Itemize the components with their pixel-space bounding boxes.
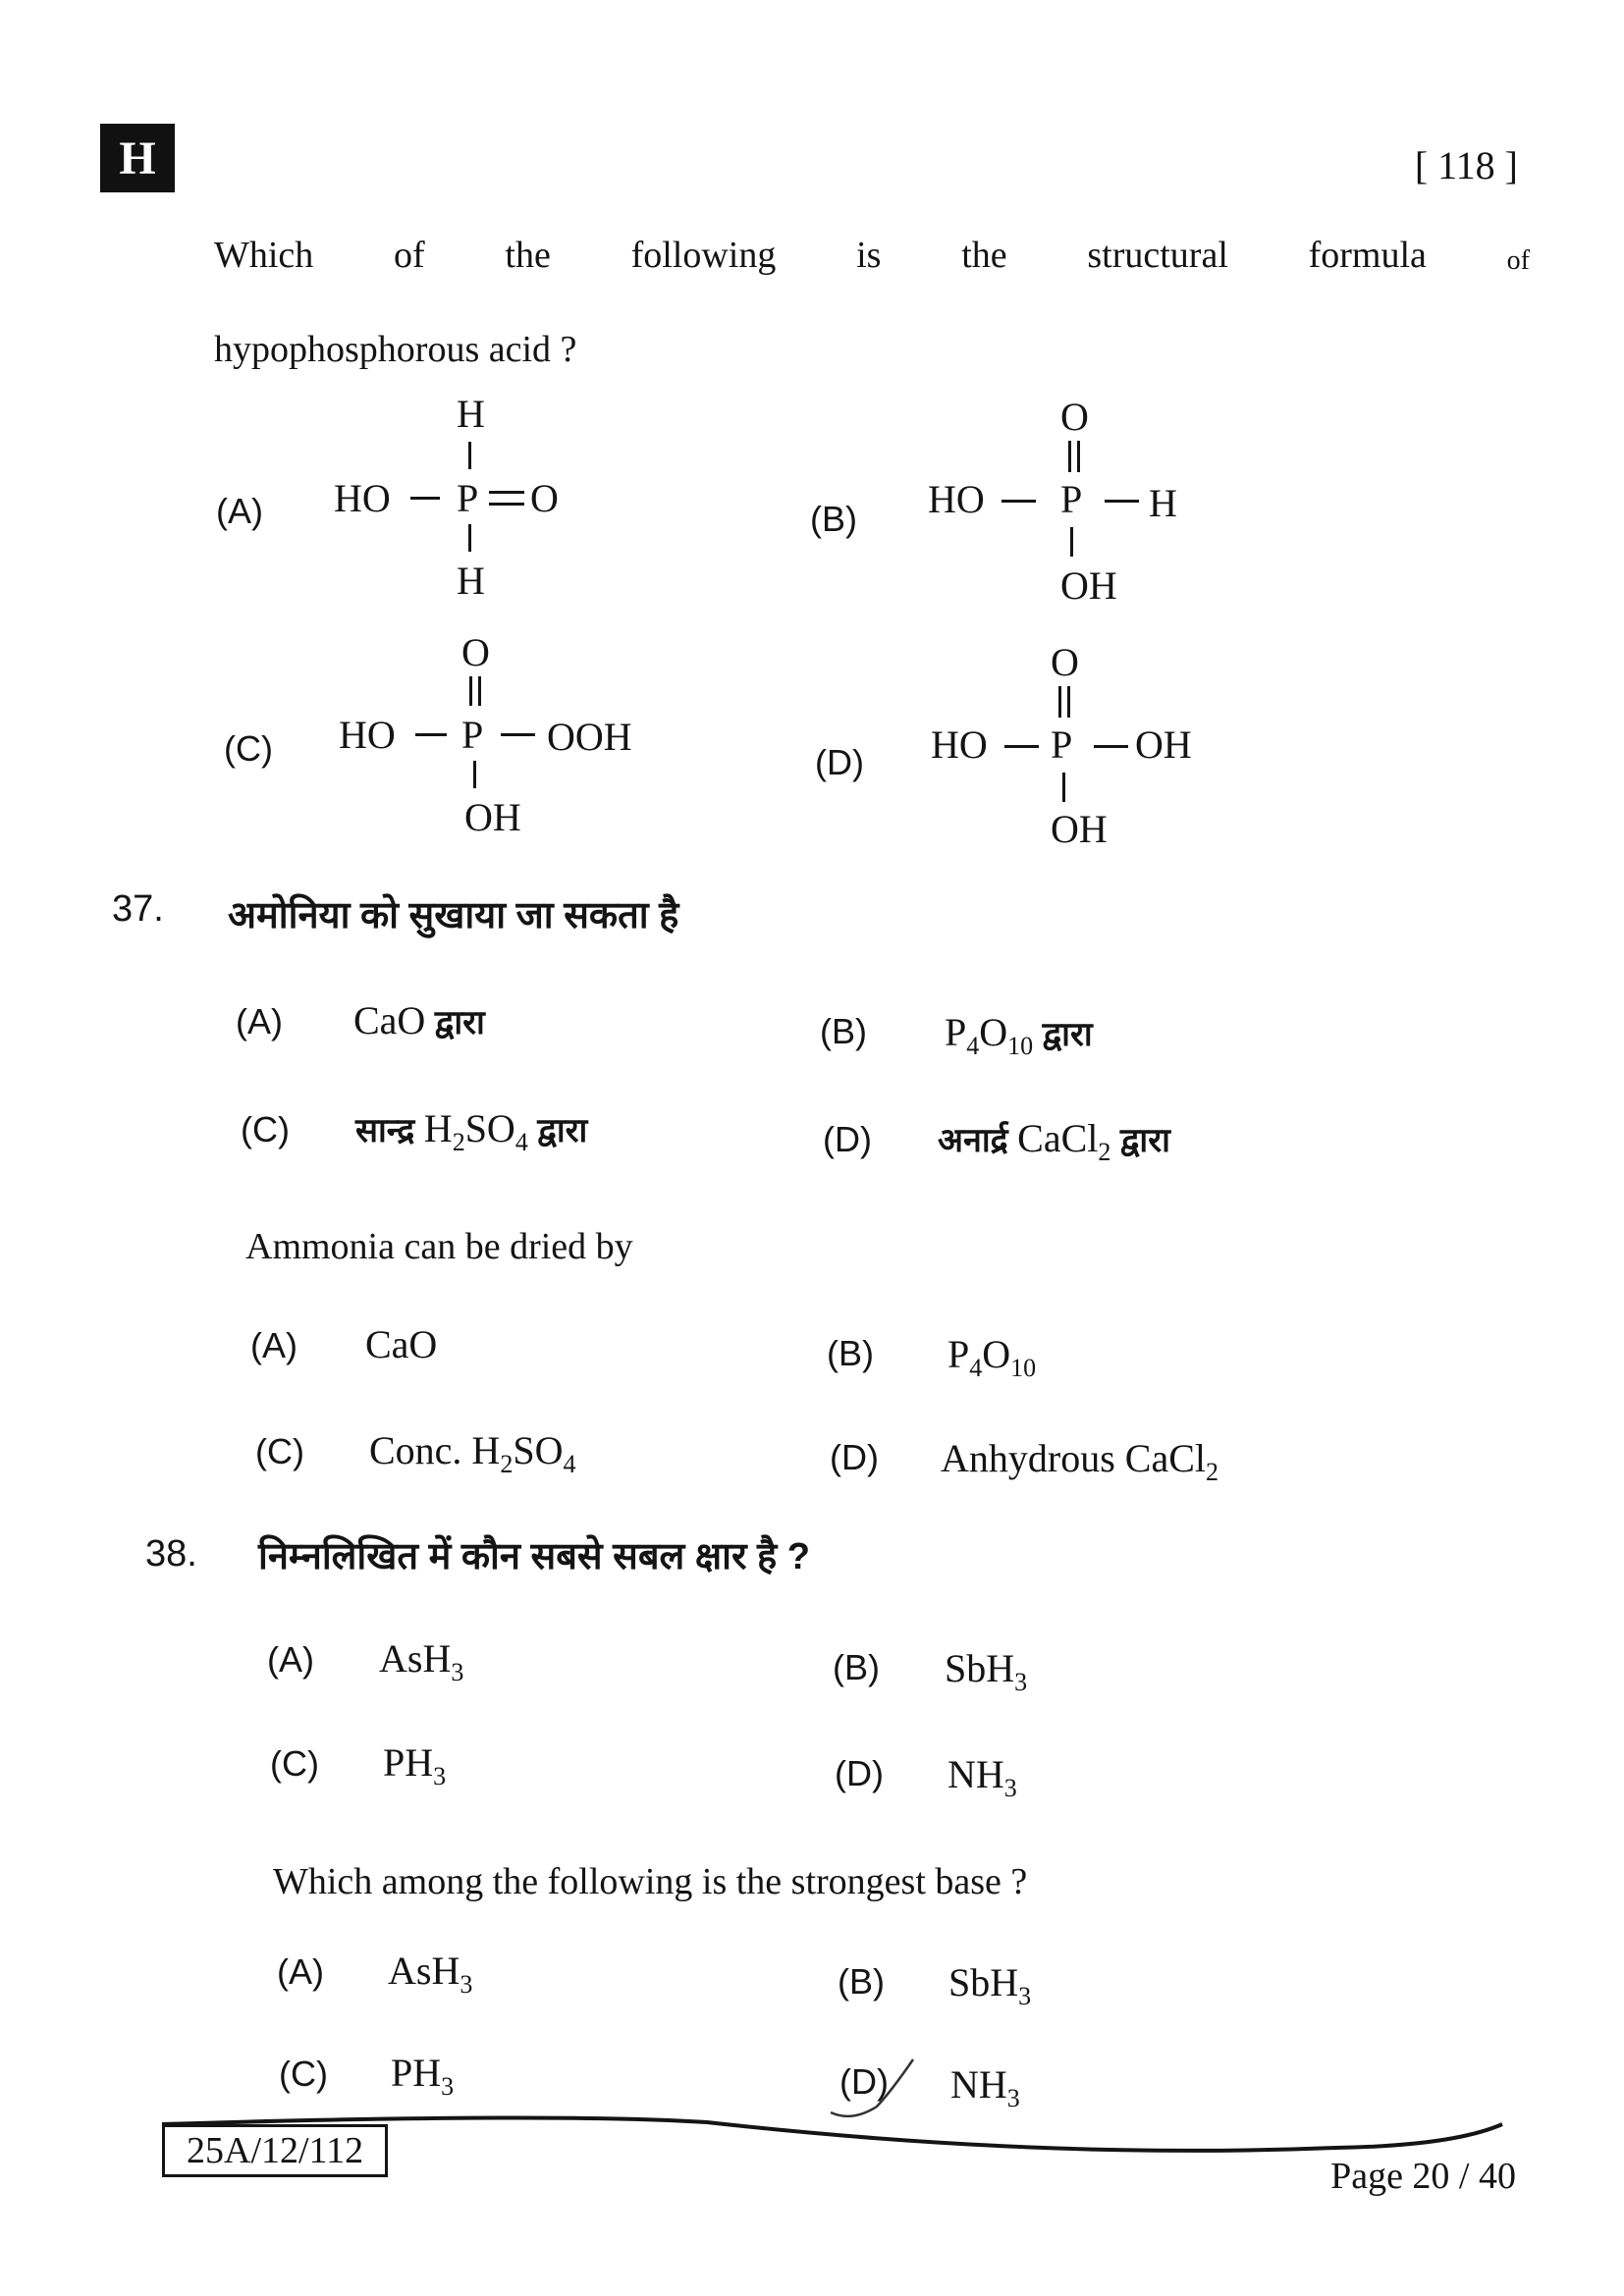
- word: of: [394, 235, 425, 276]
- structure-d[interactable]: [931, 640, 1225, 869]
- atom: O: [1060, 395, 1089, 439]
- atom: OH: [464, 795, 521, 839]
- q37-hi-option-a-label[interactable]: (A): [236, 1001, 283, 1041]
- q38-question-hindi: निम्नलिखित में कौन सबसे सबल क्षार है ?: [258, 1536, 811, 1577]
- q37-hi-option-c-label[interactable]: (C): [241, 1109, 290, 1149]
- q38-number: 38.: [145, 1533, 197, 1575]
- word: Which: [214, 235, 314, 276]
- word: the: [505, 235, 551, 276]
- q37-number: 37.: [112, 888, 164, 930]
- q38-en-option-d[interactable]: $NH_3$: [950, 2062, 1020, 2113]
- q37-en-option-d-label[interactable]: (D): [830, 1437, 879, 1477]
- q38-hi-option-d[interactable]: $NH_3$: [947, 1752, 1017, 1803]
- q37-en-option-c-label[interactable]: (C): [255, 1431, 304, 1471]
- q38-question-english: Which among the following is the strongest base ?: [273, 1861, 1028, 1902]
- q37-hi-option-b[interactable]: $P_4O_{10}$ द्वारा: [945, 1010, 1093, 1061]
- atom: OH: [1135, 722, 1192, 767]
- page-number: Page 20 / 40: [1330, 2156, 1516, 2197]
- option-d-label[interactable]: (D): [815, 742, 864, 782]
- q38-en-option-a[interactable]: AsH$_3$: [388, 1949, 473, 2000]
- word: of: [1506, 245, 1530, 276]
- q38-hi-option-c-label[interactable]: (C): [270, 1743, 319, 1784]
- q38-hi-option-a-label[interactable]: (A): [267, 1639, 314, 1680]
- q37-en-option-a-label[interactable]: (A): [250, 1325, 298, 1365]
- q37-hi-option-c[interactable]: सान्द्र $H_2SO_4$ द्वारा: [355, 1106, 588, 1157]
- word: formula: [1308, 235, 1427, 276]
- section-badge: H: [100, 124, 175, 192]
- structure-a[interactable]: [334, 393, 628, 609]
- q38-hi-option-b[interactable]: SbH$_3$: [945, 1646, 1028, 1697]
- q38-en-option-d-label[interactable]: (D): [839, 2061, 889, 2102]
- atom: O: [461, 630, 490, 674]
- atom: P: [1060, 477, 1083, 521]
- atom: HO: [339, 713, 396, 757]
- q37-question-hindi: अमोनिया को सुखाया जा सकता है: [228, 895, 679, 936]
- q37-hi-option-a[interactable]: CaO द्वारा: [353, 998, 485, 1042]
- q37-en-option-d[interactable]: Anhydrous CaCl$_2$: [941, 1436, 1218, 1487]
- atom: H: [1149, 481, 1177, 525]
- q38-hi-option-b-label[interactable]: (B): [833, 1647, 880, 1687]
- atom: HO: [931, 722, 988, 767]
- option-c-label[interactable]: (C): [224, 728, 273, 769]
- q38-en-option-c[interactable]: $PH_3$: [391, 2051, 455, 2102]
- word: following: [630, 235, 777, 276]
- q36-question-line2: hypophosphorous acid ?: [214, 329, 577, 370]
- q38-en-option-b-label[interactable]: (B): [838, 1961, 885, 2002]
- structure-b[interactable]: [928, 395, 1222, 623]
- atom: OH: [1051, 807, 1108, 851]
- q37-hi-option-d-label[interactable]: (D): [823, 1119, 872, 1159]
- word: is: [856, 235, 882, 276]
- q37-en-option-c[interactable]: Conc. $H_2SO_4$: [369, 1428, 576, 1479]
- option-a-label[interactable]: (A): [216, 491, 263, 531]
- atom: O: [1051, 640, 1079, 684]
- atom: P: [461, 713, 484, 757]
- q36-question-line1: [214, 234, 1530, 277]
- atom: HO: [334, 476, 391, 520]
- q38-hi-option-d-label[interactable]: (D): [835, 1753, 884, 1793]
- page-code: [ 118 ]: [1414, 143, 1518, 187]
- atom: HO: [928, 477, 985, 521]
- atom: P: [1051, 722, 1073, 767]
- q37-hi-option-b-label[interactable]: (B): [820, 1011, 867, 1051]
- atom: H: [457, 392, 485, 436]
- q38-hi-option-a[interactable]: AsH$_3$: [379, 1636, 464, 1687]
- q37-en-option-b[interactable]: $P_4O_{10}$: [947, 1332, 1037, 1383]
- word: the: [961, 235, 1007, 276]
- word: structural: [1087, 235, 1228, 276]
- q37-question-english: Ammonia can be dried by: [245, 1226, 633, 1267]
- atom: O: [530, 476, 559, 520]
- atom: H: [457, 559, 485, 603]
- q38-en-option-b[interactable]: SbH$_3$: [948, 1960, 1032, 2011]
- option-b-label[interactable]: (B): [810, 499, 857, 539]
- atom: OOH: [547, 715, 632, 759]
- atom: OH: [1060, 563, 1117, 608]
- q37-hi-option-d[interactable]: अनार्द्र CaCl$_2$ द्वारा: [938, 1116, 1170, 1167]
- q37-en-option-b-label[interactable]: (B): [827, 1333, 874, 1373]
- q38-hi-option-c[interactable]: $PH_3$: [383, 1740, 447, 1791]
- structure-c[interactable]: [339, 630, 673, 859]
- paper-code: 25A/12/112: [162, 2124, 388, 2177]
- atom: P: [457, 476, 479, 520]
- q38-en-option-c-label[interactable]: (C): [279, 2054, 328, 2094]
- q38-en-option-a-label[interactable]: (A): [277, 1951, 324, 1992]
- q37-en-option-a[interactable]: CaO: [365, 1322, 438, 1366]
